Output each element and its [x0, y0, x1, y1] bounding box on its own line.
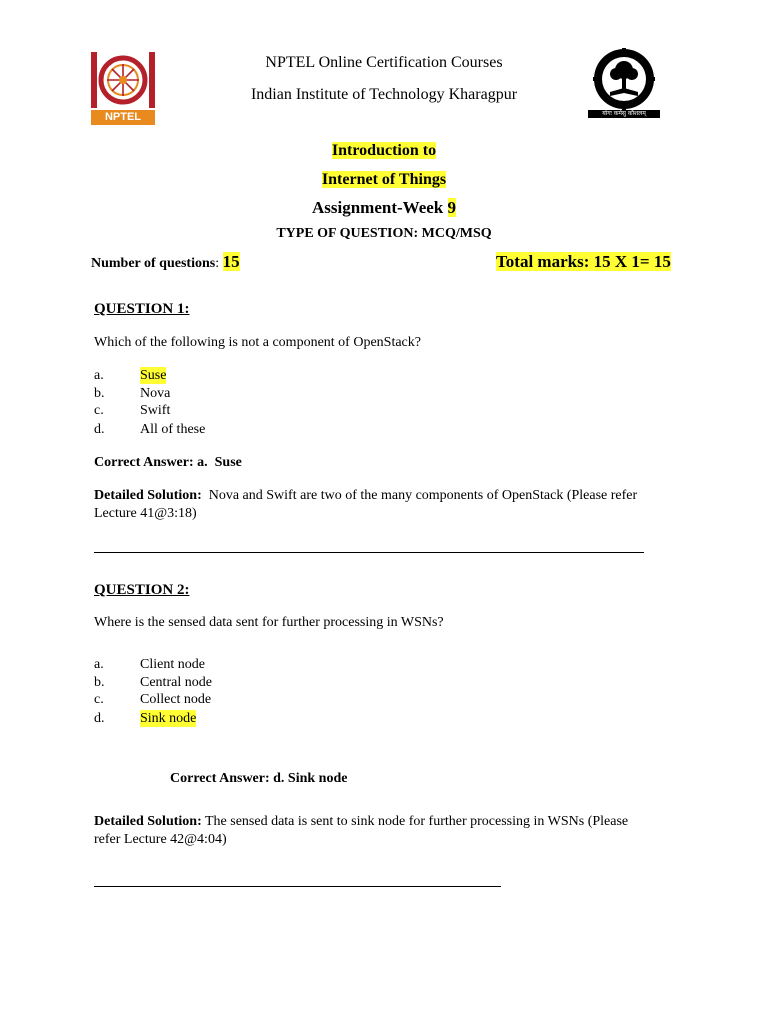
- option-letter: d.: [94, 711, 105, 726]
- iit-kgp-motto: योगः कर्मसु कौशलम्: [588, 110, 660, 118]
- question-1-correct-answer: Correct Answer: a. Suse: [94, 455, 242, 470]
- question-2-detailed-solution: [94, 813, 694, 849]
- option-letter: c.: [94, 692, 104, 707]
- solution-line1: Nova and Swift are two of the many components of OpenStack (Please refer: [201, 488, 638, 503]
- iit-kgp-emblem: [592, 46, 656, 112]
- question-1-detailed-solution: [94, 487, 694, 523]
- question-2-option-b: [94, 674, 294, 691]
- option-text: Nova: [140, 386, 171, 401]
- assignment-week: [0, 197, 768, 218]
- course-title-line1: [0, 141, 768, 161]
- num-questions-label: Number of questions: [91, 256, 216, 271]
- separator-line: [94, 552, 644, 553]
- solution-label: Detailed Solution:: [94, 488, 202, 503]
- solution-label: Detailed Solution:: [94, 814, 202, 829]
- nptel-logo: [90, 50, 156, 126]
- option-text: Collect node: [140, 692, 212, 707]
- option-text: Client node: [140, 657, 205, 672]
- option-text: All of these: [140, 422, 206, 437]
- question-2-option-c: [94, 691, 294, 708]
- course-title-line2-text: Internet of Things: [321, 171, 447, 188]
- assignment-week-number: 9: [447, 198, 457, 217]
- option-text: Suse: [140, 368, 167, 383]
- solution-line1: The sensed data is sent to sink node for further processing in WSNs (Please: [201, 814, 629, 829]
- total-marks-text: Total marks: 15 X 1= 15: [496, 252, 671, 271]
- question-1-text: Which of the following is not a component of OpenStack?: [94, 335, 421, 350]
- option-letter: a.: [94, 657, 104, 672]
- course-title-line1-text: Introduction to: [331, 142, 437, 159]
- option-text: Sink node: [140, 711, 197, 726]
- number-of-questions: [91, 252, 240, 274]
- option-letter: c.: [94, 403, 104, 418]
- question-type: TYPE OF QUESTION: MCQ/MSQ: [276, 226, 492, 241]
- question-2-option-a: [94, 656, 294, 673]
- question-2-text: Where is the sensed data sent for further processing in WSNs?: [94, 615, 444, 630]
- assignment-prefix: Assignment-Week: [311, 198, 448, 217]
- question-1-option-a: [94, 367, 294, 384]
- total-marks: [496, 251, 671, 272]
- header-institution-line1: NPTEL Online Certification Courses: [265, 54, 503, 71]
- option-letter: b.: [94, 675, 105, 690]
- course-title-line2: [0, 170, 768, 190]
- iit-kgp-logo: [592, 46, 656, 122]
- nptel-logo-text: NPTEL: [104, 111, 142, 123]
- separator-line: [94, 886, 501, 887]
- option-letter: a.: [94, 368, 104, 383]
- num-questions-value: 15: [222, 252, 240, 271]
- header-institution-line2: Indian Institute of Technology Kharagpur: [250, 86, 518, 103]
- num-questions-sep: :: [215, 256, 223, 271]
- option-text: Central node: [140, 675, 212, 690]
- question-2-option-d: [94, 710, 294, 727]
- question-2-heading: QUESTION 2:: [94, 582, 190, 598]
- solution-line2: refer Lecture 42@4:04): [94, 832, 227, 847]
- question-2-correct-answer: Correct Answer: d. Sink node: [170, 771, 348, 786]
- option-text: Swift: [140, 403, 171, 418]
- question-1-option-b: [94, 385, 294, 402]
- option-letter: b.: [94, 386, 105, 401]
- question-1-option-d: [94, 421, 294, 438]
- option-letter: d.: [94, 422, 105, 437]
- solution-line2: Lecture 41@3:18): [94, 506, 197, 521]
- question-1-heading: QUESTION 1:: [94, 301, 190, 317]
- question-1-option-c: [94, 402, 294, 419]
